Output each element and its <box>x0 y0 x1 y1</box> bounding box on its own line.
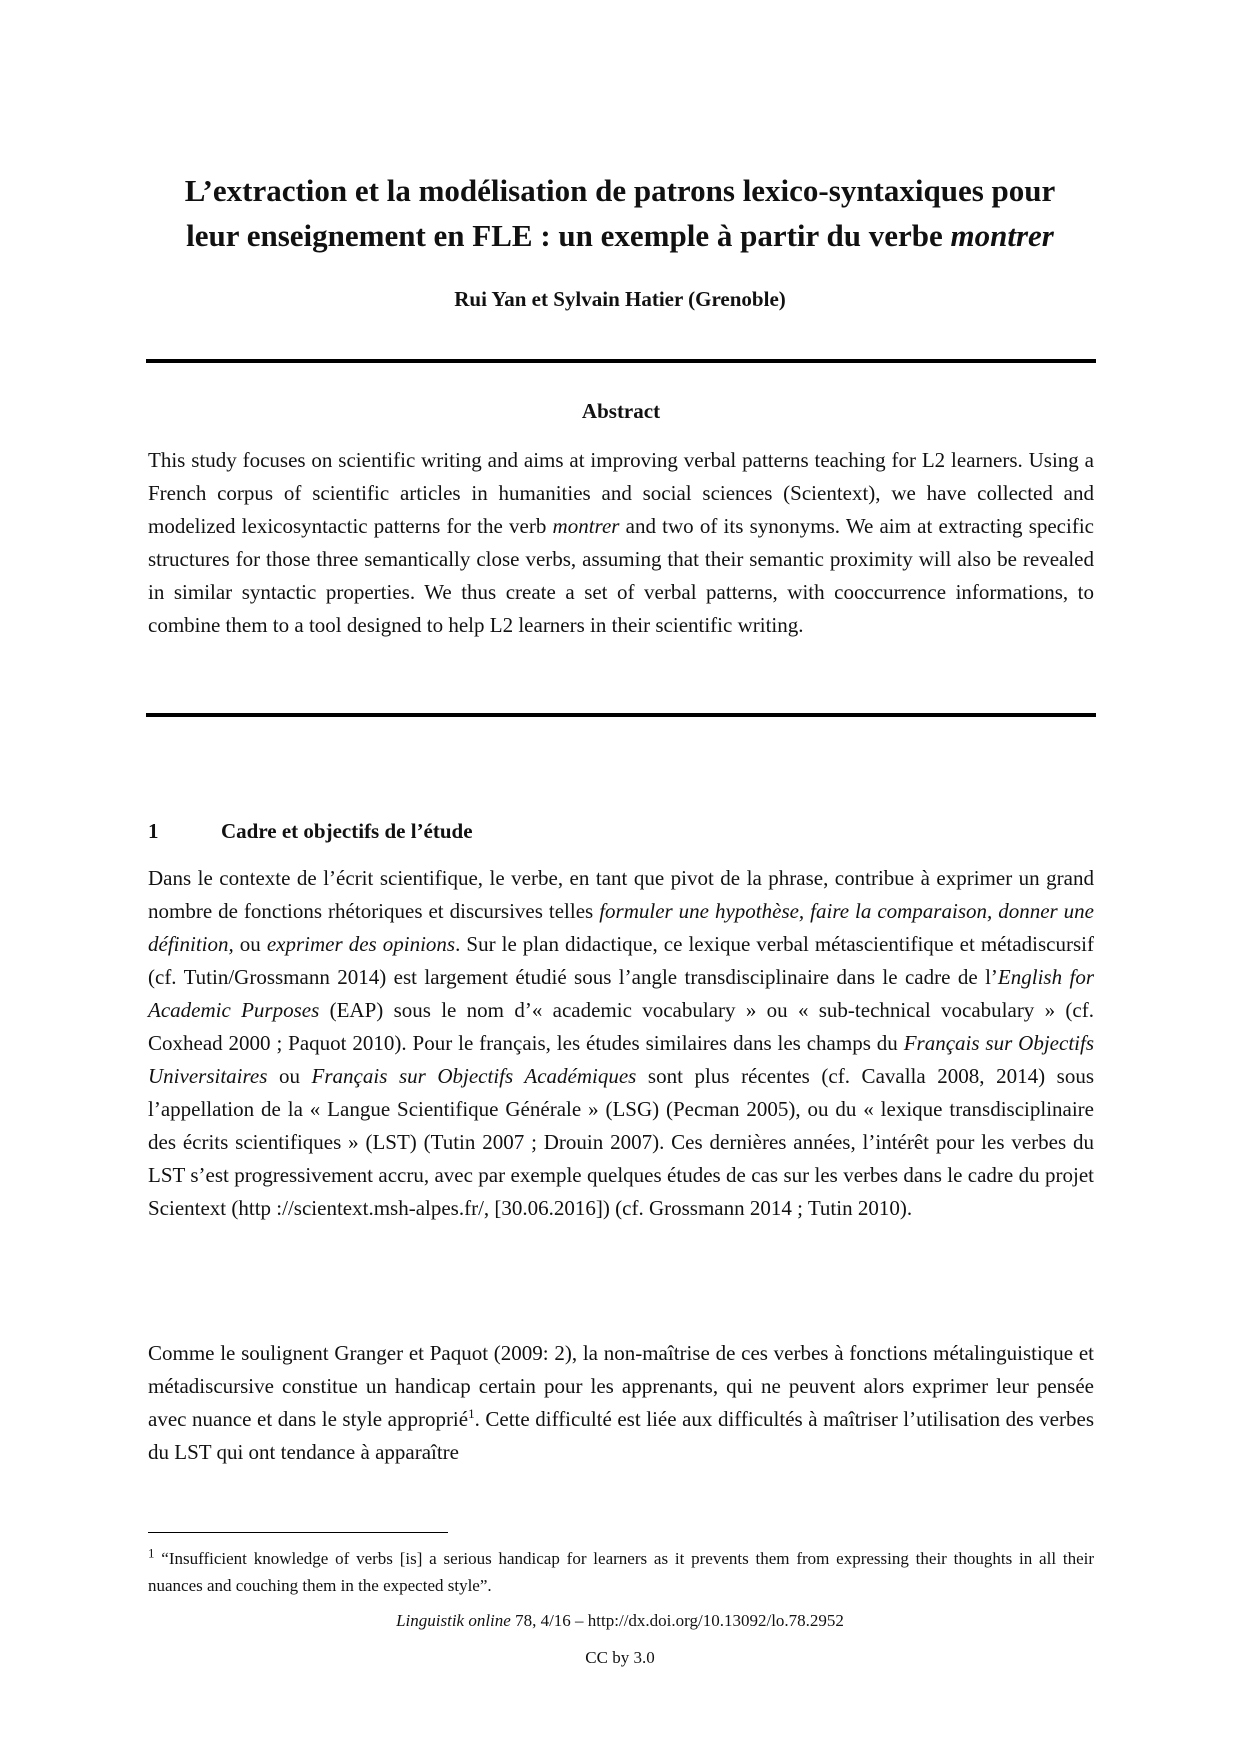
abstract-text-a: This study focuses on scientific writing and aims at improving verbal patterns teaching for L2 learners. Using a French corpus of scientific articles in humanities and social sciences (Scientext), we have collected and modelized lexicosyntactic patterns for the verb <box>148 448 1094 538</box>
journal-name: Linguistik online <box>396 1611 511 1630</box>
footer-citation <box>120 1611 1120 1631</box>
footnote-rule <box>148 1532 448 1533</box>
title-line-2-text: leur enseignement en FLE : un exemple à partir du verbe <box>186 218 951 253</box>
abstract-verb: montrer <box>552 514 620 538</box>
title-verb: montrer <box>950 218 1054 253</box>
abstract-top-rule <box>146 359 1096 363</box>
section-number: 1 <box>148 819 159 843</box>
title-line-1: L’extraction et la modélisation de patrons lexico-syntaxiques pour <box>184 173 1056 208</box>
footnote-marker: 1 <box>148 1545 155 1561</box>
paragraph-2-text <box>148 1337 1094 1469</box>
paragraph-2-a: Comme le soulignent Granger et Paquot (2009: 2), la non-maîtrise de ces verbes à fonctions métalinguistique et métadiscursive constitue un handicap certain pour les apprenants, qui ne peuvent alors exprimer leur pensée avec nuance et dans le style approprié <box>148 1341 1094 1431</box>
text-run: Dans le contexte de l’écrit scientifique, le verbe, en tant que pivot de la phrase, contribue à exprimer un grand nombre de fonctions rhétoriques et discursives telles <box>148 866 1094 923</box>
italic-phrase: Français sur Objectifs Universitaires <box>148 1031 1094 1088</box>
section-title: Cadre et objectifs de l’étude <box>221 819 473 843</box>
paragraph-1 <box>148 862 1094 1225</box>
text-run: . Sur le plan didactique, ce lexique verbal métascientifique et métadiscursif (cf. Tutin/Grossmann 2014) est largement étudié sous l’angle transdisciplinaire dans le cadre de l’ <box>148 932 1094 989</box>
footnote-text: “Insufficient knowledge of verbs [is] a serious handicap for learners as it prevents them from expressing their thoughts in all their nuances and couching them in the expected style”. <box>148 1549 1094 1595</box>
italic-phrase: formuler une hypothèse, faire la comparaison, donner une définition, <box>148 899 1094 956</box>
paper-title <box>120 168 1120 258</box>
paragraph-2 <box>148 1337 1094 1469</box>
abstract-text-b: and two of its synonyms. We aim at extracting specific structures for those three semantically close verbs, assuming that their semantic proximity will also be revealed in similar syntactic properties. We thus create a set of verbal patterns, with cooccurrence informations, to combine them to a tool designed to help L2 learners in their scientific writing. <box>148 514 1094 637</box>
text-run: (EAP) sous le nom d’« academic vocabulary » ou « sub-technical vocabulary » (cf. Coxhead 2000 ; Paquot 2010). Pour le français, les études similaires dans les champs du <box>148 998 1094 1055</box>
footer-license: CC by 3.0 <box>585 1648 655 1667</box>
title-line-2 <box>120 213 1120 258</box>
footnote-ref[interactable]: 1 <box>468 1406 475 1421</box>
abstract-bottom-rule <box>146 713 1096 717</box>
authors: Rui Yan et Sylvain Hatier (Grenoble) <box>454 287 786 311</box>
paragraph-2-b: . Cette difficulté est liée aux difficultés à maîtriser l’utilisation des verbes du LST qui ont tendance à apparaître <box>148 1407 1094 1464</box>
italic-phrase: exprimer des opinions <box>266 932 456 956</box>
citation-doi: 78, 4/16 – http://dx.doi.org/10.13092/lo.78.2952 <box>510 1611 844 1630</box>
abstract-text <box>148 444 1094 642</box>
italic-phrase: English for Academic Purposes <box>148 965 1094 1022</box>
text-run: sont plus récentes (cf. Cavalla 2008, 2014) sous l’appellation de la « Langue Scientifique Générale » (LSG) (Pecman 2005), ou du « lexique transdisciplinaire des écrits scientifiques » (LST) (Tutin 2007 ; Drouin 2007). Ces dernières années, l’intérêt pour les verbes du LST s’est progressivement accru, avec par exemple quelques études de cas sur les verbes dans le cadre du projet Scientext (http ://scientext.msh-alpes.fr/, [30.06.2016]) (cf. Grossmann 2014 ; Tutin 2010). <box>148 1064 1095 1220</box>
abstract-heading: Abstract <box>581 399 661 423</box>
text-run: ou <box>267 1064 312 1088</box>
section-heading <box>148 819 473 844</box>
text-run: ou <box>233 932 267 956</box>
italic-phrase: Français sur Objectifs Académiques <box>311 1064 637 1088</box>
footnote <box>148 1545 1094 1599</box>
paragraph-1-text <box>148 862 1094 1225</box>
